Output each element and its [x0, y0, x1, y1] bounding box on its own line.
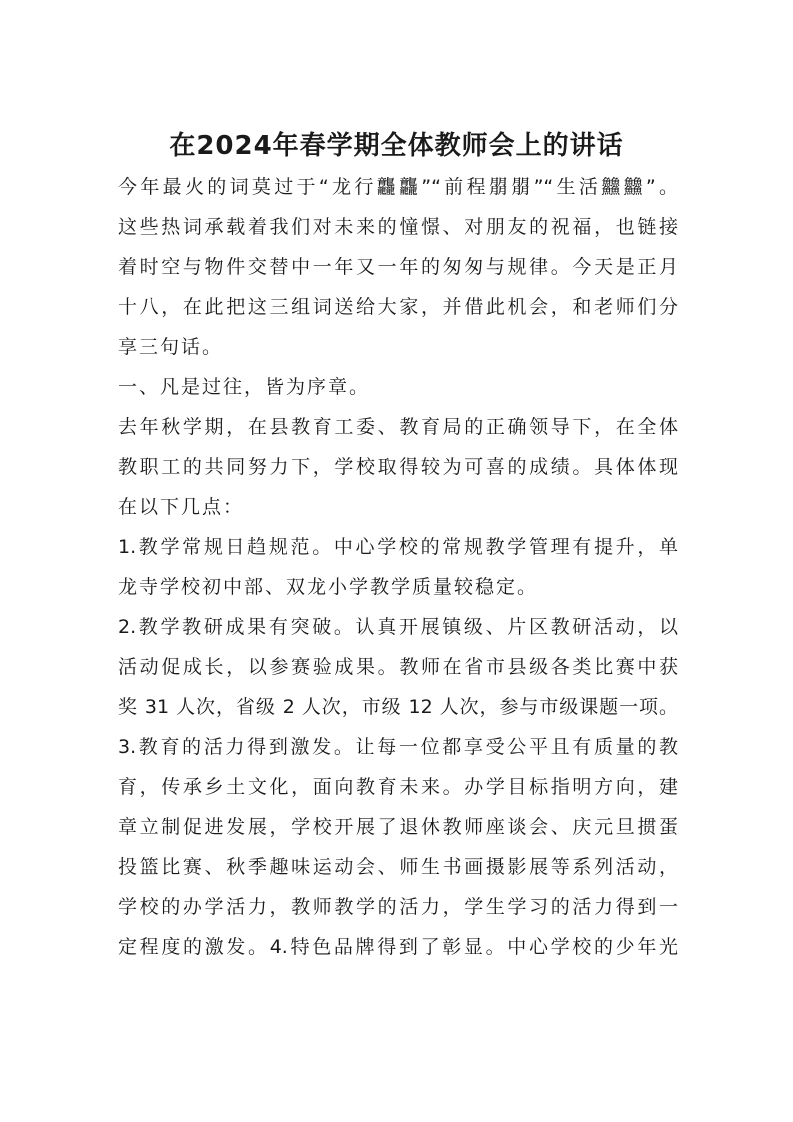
list-item-line: 活动促成长，以参赛验成果。教师在省市县级各类比赛中获	[118, 656, 678, 678]
paragraph-line: 这些热词承载着我们对未来的憧憬、对朋友的祝福，也链接	[118, 216, 678, 238]
section-heading: 一、凡是过往，皆为序章。	[118, 376, 371, 398]
paragraph-line: 享三句话。	[118, 336, 224, 358]
list-item-line: 定程度的激发。4.特色品牌得到了彰显。中心学校的少年光	[118, 936, 678, 958]
list-item-line: 2.教学教研成果有突破。认真开展镇级、片区教研活动，以	[118, 616, 678, 638]
paragraph-line: 在以下几点：	[118, 496, 245, 518]
paragraph-line: 教职工的共同努力下，学校取得较为可喜的成绩。具体体现	[118, 456, 678, 478]
paragraph-line: 去年秋学期，在县教育工委、教育局的正确领导下，在全体	[118, 416, 678, 438]
list-item-line: 育，传承乡土文化，面向教育未来。办学目标指明方向，建	[118, 776, 678, 798]
paragraph-line: 着时空与物件交替中一年又一年的匆匆与规律。今天是正月	[118, 256, 678, 278]
paragraph-line: 十八，在此把这三组词送给大家，并借此机会，和老师们分	[118, 296, 678, 318]
list-item-line: 章立制促进发展，学校开展了退休教师座谈会、庆元旦掼蛋	[118, 816, 678, 838]
document-title: 在2024年春学期全体教师会上的讲话	[169, 131, 624, 161]
list-item-line: 1.教学常规日趋规范。中心学校的常规教学管理有提升，单	[118, 536, 678, 558]
list-item-line: 龙寺学校初中部、双龙小学教学质量较稳定。	[118, 576, 539, 598]
document-body	[118, 167, 678, 967]
list-item-line: 学校的办学活力，教师教学的活力，学生学习的活力得到一	[118, 896, 678, 918]
paragraph-line: 今年最火的词莫过于“龙行龘龘”“前程朤朤”“生活䲜䲜”。	[118, 176, 678, 198]
list-item-line: 3.教育的活力得到激发。让每一位都享受公平且有质量的教	[118, 736, 678, 758]
list-item-line: 投篮比赛、秋季趣味运动会、师生书画摄影展等系列活动，	[118, 856, 678, 878]
list-item-line: 奖 31 人次，省级 2 人次，市级 12 人次，参与市级课题一项。	[118, 696, 678, 718]
